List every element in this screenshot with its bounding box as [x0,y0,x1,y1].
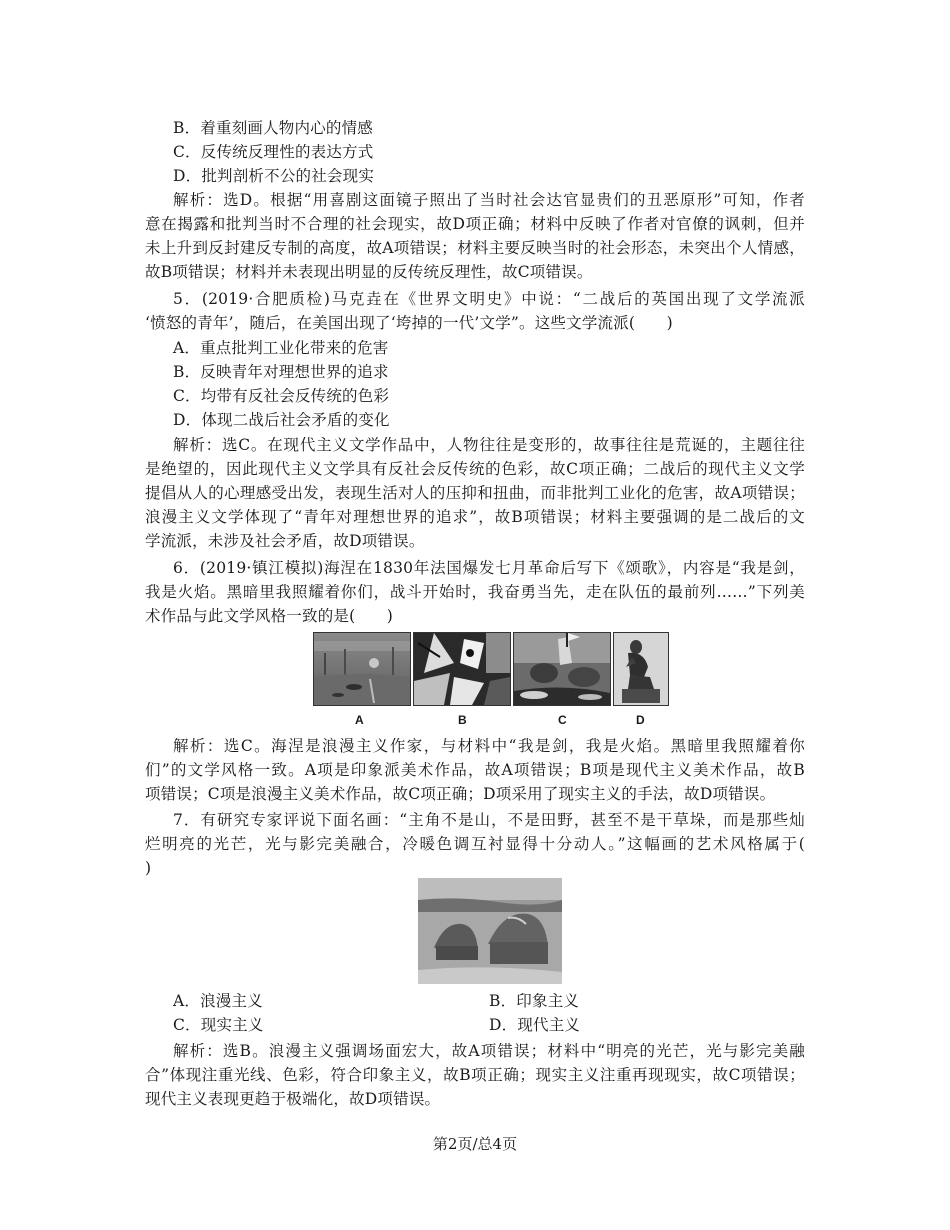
q7-stem-line: 烂明亮的光芒，光与影完美融合，冷暖色调互衬显得十分动人。”这幅画的艺术风格属于( [145,835,805,853]
q7-stem-line: ) [145,859,152,877]
q6-stem-line: 我是火焰。黑暗里我照耀着你们，战斗开始时，我奋勇当先，走在队伍的最前列……”下列美 [145,583,805,601]
q7-analysis-line: 解析：选B。浪漫主义强调场面宏大，故A项错误；材料中“明亮的光芒，光与影完美融 [173,1042,805,1060]
page-number-footer: 第2页/总4页 [432,1135,518,1153]
q6-analysis-line: 解析：选C。海涅是浪漫主义作家，与材料中“我是剑，我是火焰。黑暗里我照耀着你 [173,737,805,755]
artwork-d-caption: D [636,713,645,727]
q7-analysis-line: 合”体现注重光线、色彩，符合印象主义，故B项正确；现实主义注重再现现实，故C项错误； [145,1066,805,1084]
artwork-c-caption: C [558,713,567,727]
q4-analysis-line: 未上升到反封建反专制的高度，故A项错误；材料主要反映当时的社会形态，未突出个人情感， [145,239,805,257]
q7-option-d: D．现代主义 [489,1016,581,1034]
q5-option-b: B．反映青年对理想世界的追求 [173,363,389,381]
q7-stem-line: 7．有研究专家评说下面名画：“主角不是山，不是田野，甚至不是干草垛，而是那些灿 [173,811,805,829]
q6-stem-line: 术作品与此文学风格一致的是( ) [145,607,393,625]
q4-analysis-line: 故B项错误；材料并未表现出明显的反传统反理性，故C项错误。 [145,263,593,281]
artwork-a-image [313,632,411,706]
q7-option-a: A．浪漫主义 [173,992,263,1010]
artwork-c-image [513,632,611,706]
q7-option-b: B．印象主义 [489,992,580,1010]
q5-analysis-line: 提倡从人的心理感受出发，表现生活对人的压抑和扭曲，而非批判工业化的危害，故A项错误； [145,484,805,502]
artwork-a-caption: A [355,713,364,727]
q5-option-d: D．体现二战后社会矛盾的变化 [173,411,390,429]
q5-option-a: A．重点批判工业化带来的危害 [173,339,389,357]
q5-analysis-line: 是绝望的，因此现代主义文学具有反社会反传统的色彩，故C项正确；二战后的现代主义文学 [145,460,805,478]
artwork-b-caption: B [458,713,467,727]
q7-analysis-line: 现代主义表现更趋于极端化，故D项错误。 [145,1090,441,1108]
q6-analysis-line: 们”的文学风格一致。A项是印象派美术作品，故A项错误；B项是现代主义美术作品，故B [145,761,805,779]
q5-option-c: C．均带有反社会反传统的色彩 [173,387,390,405]
q5-analysis-line: 解析：选C。在现代主义文学作品中，人物往往是变形的，故事往往是荒诞的，主题往往 [173,436,805,454]
haystacks-painting-image [418,878,562,984]
q5-analysis-line: 学流派，未涉及社会矛盾，故D项错误。 [145,532,425,550]
q5-stem-line: 5．(2019·合肥质检)马克垚在《世界文明史》中说：“二战后的英国出现了文学流派 [173,290,805,308]
q4-option-c: C．反传统反理性的表达方式 [173,143,374,161]
q4-option-b: B．着重刻画人物内心的情感 [173,119,373,137]
q4-option-d: D．批判剖析不公的社会现实 [173,167,375,185]
q6-analysis-line: 项错误；C项是浪漫主义美术作品，故C项正确；D项采用了现实主义的手法，故D项错误。 [145,785,776,803]
q7-option-c: C．现实主义 [173,1016,264,1034]
q6-stem-line: 6．(2019·镇江模拟)海涅在1830年法国爆发七月革命后写下《颂歌》，内容是“我是剑， [173,559,805,577]
q5-analysis-line: 浪漫主义文学体现了“青年对理想世界的追求”，故B项错误；材料主要强调的是二战后的文 [145,508,805,526]
artwork-d-image [613,632,669,706]
q4-analysis-line: 意在揭露和批判当时不合理的社会现实，故D项正确；材料中反映了作者对官僚的讽刺，但并 [145,215,805,233]
q4-analysis-line: 解析：选D。根据“用喜剧这面镜子照出了当时社会达官显贵们的丑恶原形”可知，作者 [173,191,805,209]
artwork-b-image [413,632,511,706]
q5-stem-line: ‘愤怒的青年’，随后，在美国出现了‘垮掉的一代’文学”。这些文学流派( ) [145,314,673,332]
